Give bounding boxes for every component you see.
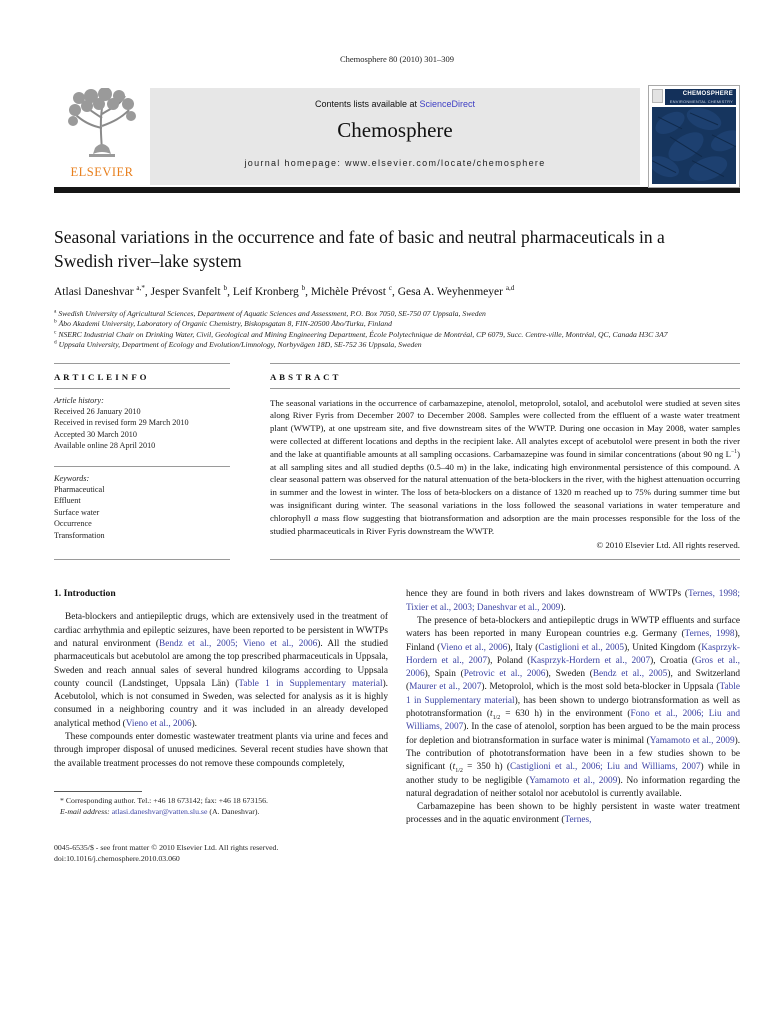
history-line: Received 26 January 2010 [54,407,141,417]
text-segment: a,* [136,284,145,293]
text-segment: 1/2 [492,714,501,721]
elsevier-logo [54,88,150,185]
text-segment: The seasonal variations in the occurrence of carbamazepine, atenolol, metoprolol, sotalol, and acebutolol were studied at seven sites along River Fyris from December 2007 to December 2008. Samples were collected from the effluent of a waste water treatment plant (WWTP), at one upstream site, and five downstream sites of the WWTP. During one occasion in May 2008, water samples were collected at different locations and depths in the recipient lake. All analytes except of acebutolol were present in both the river and the lake at quantifiable amounts at all sampling occasions. Carbamazepine was found in similar concentrations (about 90 ng L [270,397,740,459]
elsevier-wordmark: ELSEVIER [70,165,134,179]
elsevier-tree-icon [65,88,139,164]
text-segment: ) while in another study to be negligible ( [406,762,740,786]
keywords-block [54,467,230,549]
text-segment: , Gesa A. Weyhenmeyer [392,286,506,298]
text-segment: ), Croatia ( [650,655,695,666]
email-line [54,807,388,818]
article-history [54,389,230,460]
cover-subtitle: ENVIRONMENTAL CHEMISTRY [669,98,733,104]
body-left-column [54,588,388,864]
inline-citation-link[interactable]: Kasprzyk-Hordern et al., 2007 [406,642,740,666]
contents-line [150,99,640,109]
text-segment: ). [191,718,197,729]
keyword: Effluent [54,496,81,506]
journal-homepage-link[interactable]: journal homepage: www.elsevier.com/locate/chemosphere [244,158,546,168]
keyword: Occurrence [54,519,92,529]
text-segment: ). All the studied pharmaceuticals but acebutolol are among the top prescribed pharmaceuticals in Uppsala, Sweden and reach annual sales of several hundred kilograms according to Uppsala county council (Landstinget, Uppsala Län) ( [54,638,388,689]
text-segment: −1 [730,448,738,455]
inline-citation-link[interactable]: Maurer et al., 2007 [409,682,482,693]
header-divider-bar [54,187,740,193]
text-segment: c [54,329,57,336]
inline-citation-link[interactable]: Gros et al., 2006 [406,655,740,680]
text-segment: a [314,512,319,523]
keyword: Pharmaceutical [54,485,105,495]
text-segment: ) at all sampling sites and all studied depths (0.5–40 m) in the lake, indicating high environmental persistence of this compound. A clear seasonal pattern was observed for the natural attenuation of the beta-blockers in the river, with the highest attenuation occurring in summer and the lowest in winter. The loss of beta-blockers on a distance of 1320 m reached up to 75% during summer time but was insignificant during winter. The seasonal variations in the loss followed the seasonal variations in water temperature and chlorophyll [270,448,740,523]
contents-prefix: Contents lists available at [314,99,420,109]
text-segment: ). Metoprolol, which is the most sold beta-blocker in Uppsala ( [481,682,720,693]
text-segment: , Leif Kronberg [227,286,302,298]
text-segment: b [54,318,57,325]
corresponding-author-note: * Corresponding author. Tel.: +46 18 673142; fax: +46 18 673156. [60,795,268,805]
history-label: Article history: [54,395,104,405]
article-info-column [54,363,230,561]
history-line: Accepted 30 March 2010 [54,429,137,439]
history-line: Available online 28 April 2010 [54,441,156,451]
cover-title: CHEMOSPHERE [682,91,733,97]
paragraph [54,731,388,771]
text-segment: Swedish University of Agricultural Sciences, Department of Aquatic Sciences and Assessment, P.O. Box 7050, SE-750 07 Uppsala, Sweden [56,309,486,318]
text-segment: E-mail address: [60,806,112,816]
abstract-heading: A B S T R A C T [270,364,740,389]
text-segment: c [388,284,392,293]
text-segment: Carbamazepine has been shown to be highly persistent in waste water treatment processes and in the aquatic environment ( [406,802,740,826]
text-segment: mass flow suggesting that biotransformation and adsorption are the main processes responsible for the loss of the studied pharmaceuticals in River Fyris downstream the WWTP. [270,512,741,536]
keywords-label: Keywords: [54,473,90,483]
text-segment: b [301,284,306,293]
inline-citation-link[interactable]: Kasprzyk-Hordern et al., 2007 [530,655,651,666]
text-segment: 1/2 [455,768,463,775]
text-segment: The presence of beta-blockers and antiepileptic drugs in WWTP effluents and surface waters has been reported in many European countries e.g. Germany ( [406,615,740,640]
text-segment: Beta-blockers and antiepileptic drugs, which are extensively used in the treatment of cardiac arrhythmia and epileptic seizures, have been reported to be persistent in WWTPs and natural environment ( [54,612,388,649]
keyword: Surface water [54,507,100,517]
text-segment: Uppsala University, Department of Ecology and Evolution/Limnology, Norbyvägen 18D, SE-752 36 Uppsala, Sweden [56,340,422,350]
paragraph [406,801,740,828]
paragraph [54,611,388,731]
cover-logo-icon [652,89,663,103]
issn-line: 0045-6535/$ - see front matter © 2010 Elsevier Ltd. All rights reserved. [54,843,279,853]
text-segment: ). The contribution of phototransformation have been in a few studies shown to be significant ( [406,735,741,773]
inline-citation-link[interactable]: Petrovic et al., 2006 [463,669,546,680]
inline-citation-link[interactable]: Ternes, [564,815,592,826]
text-segment: ). In the case of atenolol, sorption has been argued to be the main process for depletion and biotransformation in surface water is minimal ( [406,722,741,746]
inline-citation-link[interactable]: Yamamoto et al., 2009 [529,775,618,786]
text-segment: (A. Daneshvar). [207,806,260,816]
affiliation [54,309,740,319]
article-info-heading: A R T I C L E I N F O [54,364,230,389]
text-segment: ), Finland ( [406,629,740,653]
text-segment: ), and Switzerland ( [406,669,740,693]
doi-line: doi:10.1016/j.chemosphere.2010.03.060 [54,853,180,863]
text-segment: ). [560,602,566,613]
text-segment: ). Acebutolol, which is not consumed in Sweden, was selected for analysis as it is highly consumed in a neighboring country and it was included in an already developed analytical method ( [54,678,388,729]
inline-citation-link[interactable]: Ternes, 1998; Tixier et al., 2003; Daneshvar et al., 2009 [406,589,740,613]
inline-citation-link[interactable]: Vieno et al., 2006 [440,642,508,653]
abstract-text [270,389,740,538]
text-segment: t [452,762,456,773]
text-segment: a [54,308,57,315]
inline-citation-link[interactable]: Fono et al., 2006; Liu and Williams, 2007 [406,709,740,733]
abstract-column [270,363,740,561]
footnote-block [54,791,388,817]
text-segment: These compounds enter domestic wastewater treatment plants via urine and feces and through improper disposal of unused medicines. Several recent studies have shown that the available treatment processes do not remove these compounds completely, [54,732,388,769]
text-segment: ), Spain ( [424,669,464,680]
text-segment: = 350 h) ( [462,762,510,773]
text-segment: , Jesper Svanfelt [144,286,224,298]
affiliation [54,330,740,340]
inline-citation-link[interactable]: atlasi.daneshvar@vatten.slu.se [111,806,208,816]
text-segment: ). No information regarding the natural degradation of neither sotalol nor acebutolol is currently available. [406,775,741,799]
text-segment: Atlasi Daneshvar [54,286,137,298]
text-segment: d [54,339,57,346]
affiliation [54,340,740,350]
article-title: Seasonal variations in the occurrence and fate of basic and neutral pharmaceuticals in a Swedish river–lake system [54,227,665,271]
text-segment: ), Sweden ( [545,669,593,680]
inline-citation-link[interactable]: Castiglioni et al., 2005 [538,642,625,653]
running-head: Chemosphere 80 (2010) 301–309 [339,54,455,64]
inline-citation-link[interactable]: Ternes, 1998 [684,629,735,640]
banner-center [150,88,640,185]
info-abstract-section [54,363,740,561]
affiliations [54,309,740,351]
text-segment: ), Poland ( [487,655,531,666]
author-line [54,286,740,298]
text-segment: ), United Kingdom ( [624,642,702,653]
affiliation [54,319,740,329]
cover-header [652,89,736,105]
inline-citation-link[interactable]: Vieno et al., 2006 [125,718,192,729]
paragraph [406,615,740,801]
inline-citation-link[interactable]: Yamamoto et al., 2009 [649,735,735,746]
text-segment: Åbo Akademi University, Laboratory of Organic Chemistry, Biskopsgatan 8, FIN-20500 Åbo/Turku, Finland [56,319,392,329]
text-segment: hence they are found in both rivers and lakes downstream of WWTPs ( [406,589,689,600]
article-body [54,588,740,864]
section-heading-introduction: 1. Introduction [54,588,116,600]
text-segment: , Michèle Prévost [305,286,389,298]
text-segment: a,d [505,284,515,293]
text-segment: NSERC Industrial Chair on Drinking Water, Civil, Geological and Mining Engineering Department, École Polytechnique de Montréal, CP 6079, Succ. Centre-ville, Montréal, QC, Canada H3C 3A7 [56,329,668,339]
text-segment: = 630 h) in the environment ( [500,709,631,720]
footnote-rule [54,791,142,792]
journal-banner [54,88,740,185]
keyword: Transformation [54,530,105,540]
inline-citation-link[interactable]: Table 1 in Supplementary material [238,678,383,689]
cover-titles [665,89,736,105]
body-right-column [406,588,740,864]
inline-citation-link[interactable]: Bendz et al., 2005 [592,669,668,680]
history-line: Received in revised form 29 March 2010 [54,418,189,428]
inline-citation-link[interactable]: Castiglioni et al., 2006; Liu and Williams, 2007 [509,762,701,773]
text-segment: b [223,284,228,293]
text-segment: ), has been shown to undergo biotransformation as well as phototransformation ( [406,695,741,720]
journal-name: Chemosphere [337,118,453,142]
sciencedirect-link[interactable]: ScienceDirect [419,99,476,109]
inline-citation-link[interactable]: Table 1 in Supplementary material [406,682,740,706]
text-segment: ), Italy ( [507,642,539,653]
cover-leaves-graphic [652,107,736,185]
inline-citation-link[interactable]: Bendz et al., 2005; Vieno et al., 2006 [159,638,318,649]
paragraph [406,588,740,615]
journal-cover-thumbnail[interactable] [648,85,740,188]
copyright-line: © 2010 Elsevier Ltd. All rights reserved. [596,540,740,551]
imprint-block [54,843,388,864]
text-segment: t [489,709,493,720]
